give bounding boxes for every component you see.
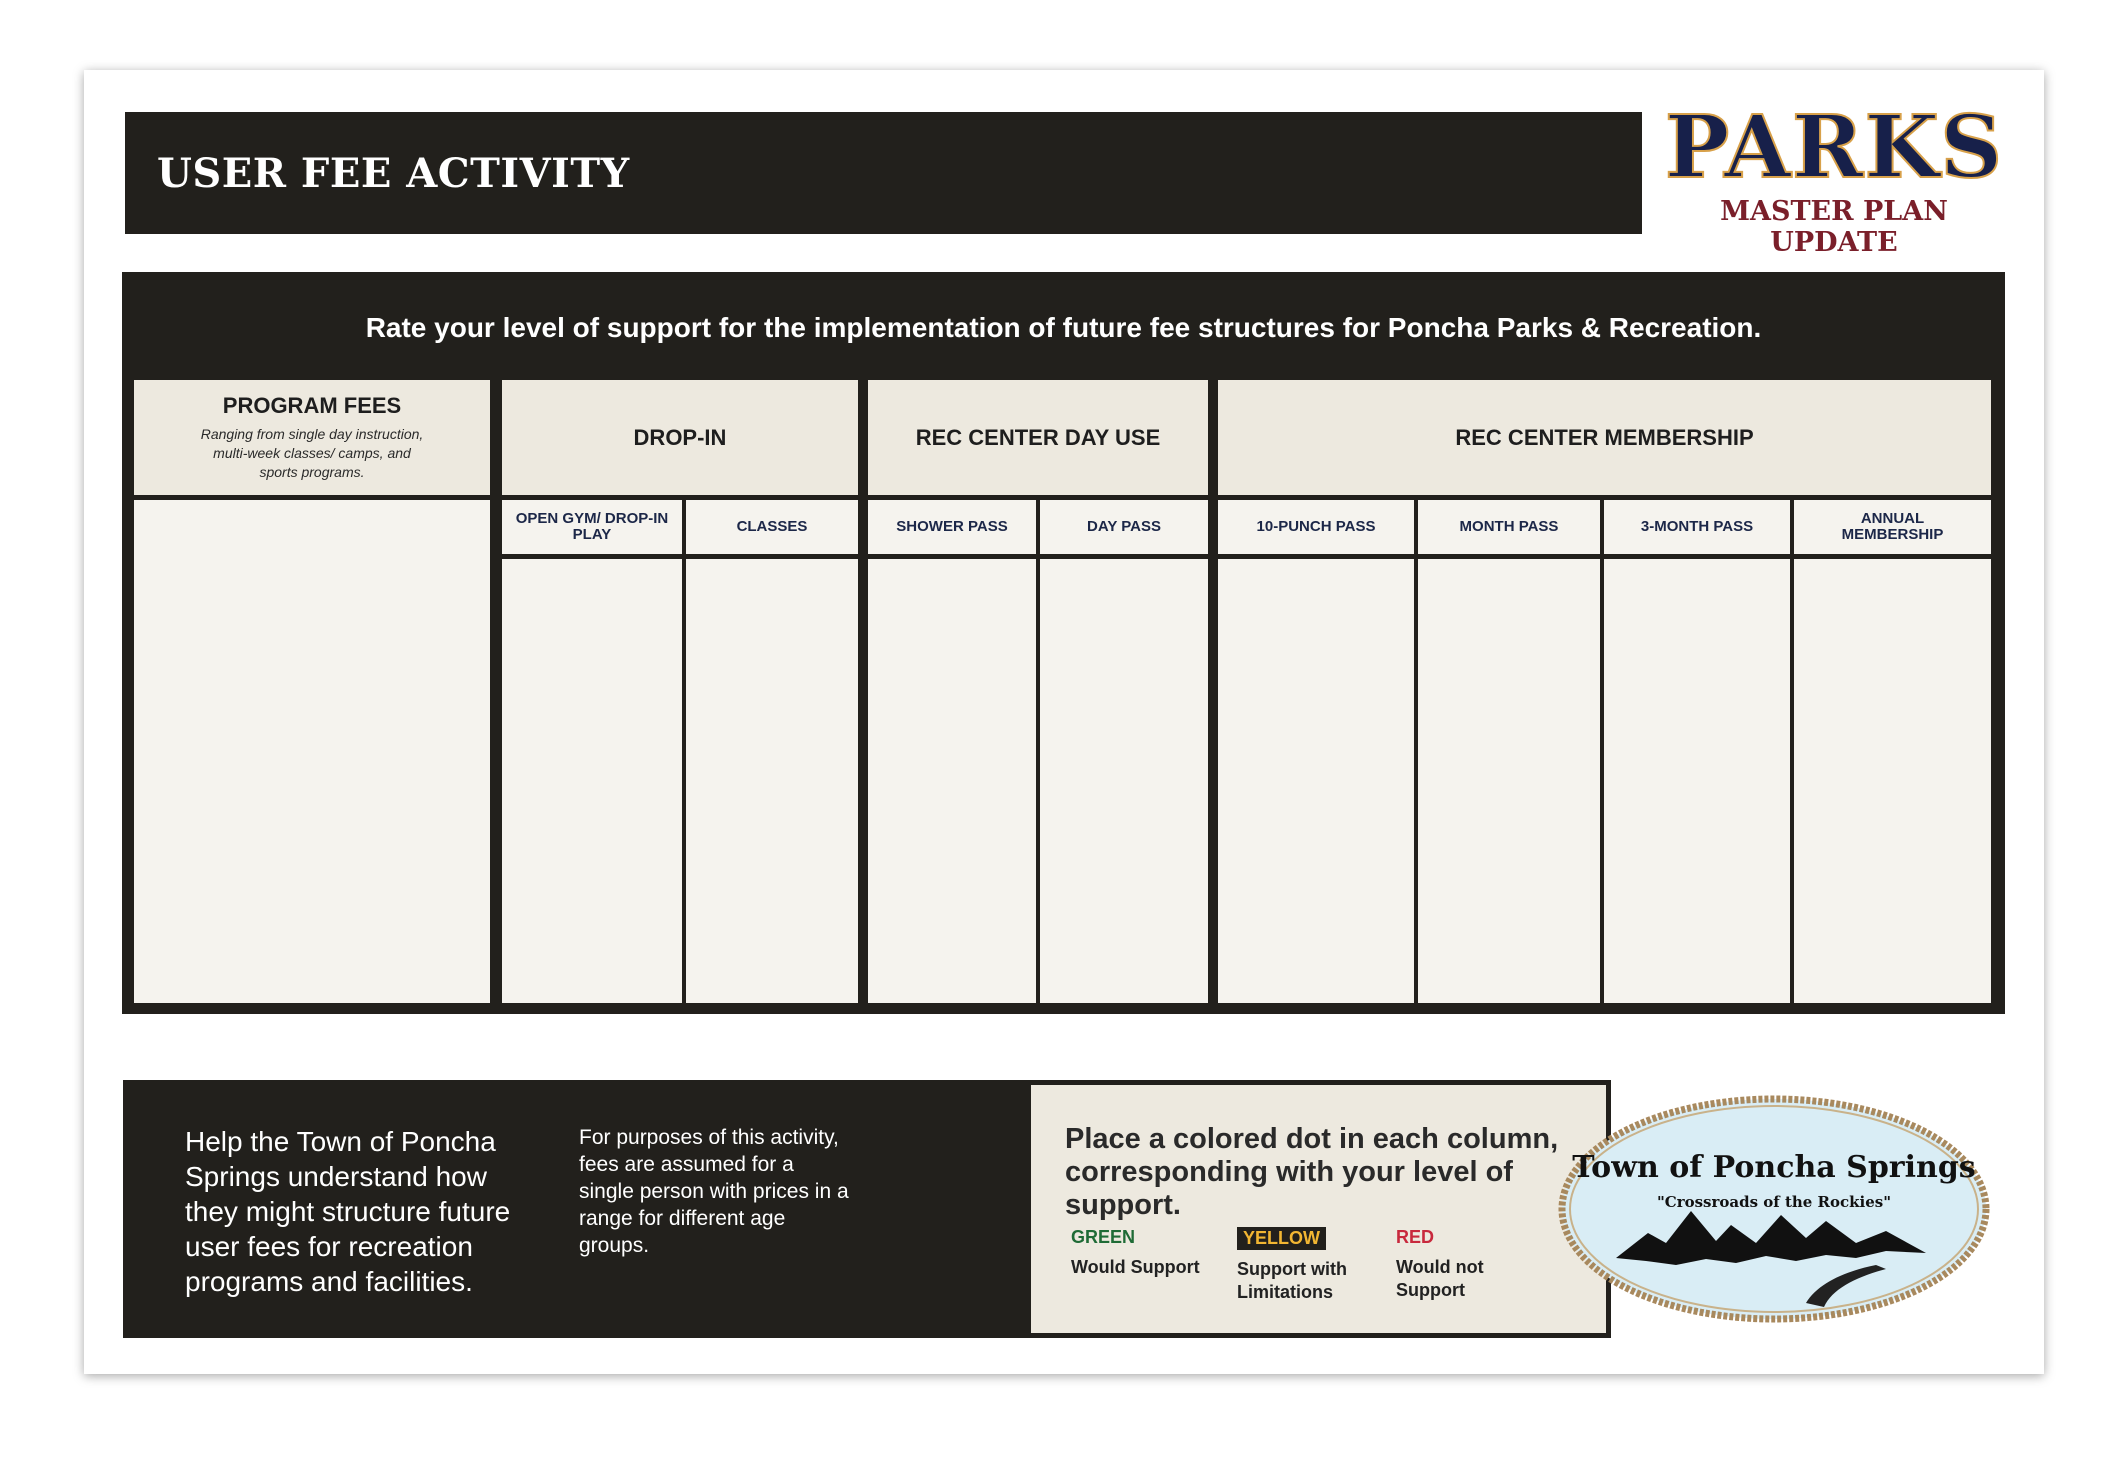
program-fees-column[interactable] bbox=[134, 500, 490, 1003]
legend-yellow-label: YELLOW bbox=[1237, 1227, 1326, 1250]
instructions-panel bbox=[123, 1080, 1611, 1338]
drop-in-header: DROP-IN bbox=[502, 380, 858, 495]
day-pass-subheader: DAY PASS bbox=[1040, 500, 1208, 554]
program-fees-subtitle: Ranging from single day instruction, multi-week classes/ camps, and sports programs. bbox=[200, 426, 424, 480]
help-text: Help the Town of Poncha Springs understand how they might structure future user fees for recreation programs and facilities. bbox=[185, 1126, 511, 1297]
annual-membership-subheader: ANNUAL MEMBERSHIP bbox=[1794, 500, 1991, 554]
shower-pass-subheader: SHOWER PASS bbox=[868, 500, 1036, 554]
fee-rating-table bbox=[122, 272, 2005, 1014]
parks-logo: PARKS bbox=[1664, 97, 2004, 198]
ten-punch-subheader: 10-PUNCH PASS bbox=[1218, 500, 1414, 554]
legend-yellow-desc: Support with Limitations bbox=[1237, 1259, 1347, 1302]
legend-red-desc: Would not Support bbox=[1396, 1257, 1484, 1300]
shower-pass-column[interactable] bbox=[868, 559, 1036, 1003]
legend-yellow bbox=[1237, 1227, 1367, 1304]
membership-header: REC CENTER MEMBERSHIP bbox=[1218, 380, 1991, 495]
day-use-header: REC CENTER DAY USE bbox=[868, 380, 1208, 495]
seal-title: Town of Poncha Springs bbox=[1572, 1150, 1976, 1185]
month-pass-subheader: MONTH PASS bbox=[1418, 500, 1600, 554]
open-gym-subheader: OPEN GYM/ DROP-IN PLAY bbox=[502, 500, 682, 554]
legend-green-label: GREEN bbox=[1071, 1227, 1136, 1247]
title-banner bbox=[125, 112, 1642, 234]
classes-subheader: CLASSES bbox=[686, 500, 858, 554]
legend-green-desc: Would Support bbox=[1071, 1257, 1200, 1277]
three-month-column[interactable] bbox=[1604, 559, 1790, 1003]
legend-red-label: RED bbox=[1396, 1227, 1435, 1247]
purpose-text: For purposes of this activity, fees are assumed for a single person with prices in a range for different age groups. bbox=[579, 1126, 849, 1257]
day-pass-column[interactable] bbox=[1040, 559, 1208, 1003]
dot-instructions-box bbox=[1031, 1085, 1606, 1333]
seal-tagline: "Crossroads of the Rockies" bbox=[1656, 1193, 1892, 1211]
legend-green bbox=[1071, 1227, 1211, 1279]
program-fees-header bbox=[134, 380, 490, 495]
table-prompt: Rate your level of support for the implementation of future fee structures for Poncha Parks & Recreation. bbox=[365, 312, 1762, 343]
three-month-subheader: 3-MONTH PASS bbox=[1604, 500, 1790, 554]
legend-red bbox=[1396, 1227, 1496, 1302]
dot-instruction: Place a colored dot in each column, corresponding with your level of support. bbox=[1065, 1123, 1559, 1221]
month-pass-column[interactable] bbox=[1418, 559, 1600, 1003]
open-gym-column[interactable] bbox=[502, 559, 682, 1003]
classes-column[interactable] bbox=[686, 559, 858, 1003]
annual-membership-column[interactable] bbox=[1794, 559, 1991, 1003]
parks-logo-subtitle: MASTER PLAN UPDATE bbox=[1720, 196, 1948, 258]
page-title: USER FEE ACTIVITY bbox=[157, 150, 630, 197]
ten-punch-column[interactable] bbox=[1218, 559, 1414, 1003]
program-fees-title: PROGRAM FEES bbox=[222, 393, 402, 418]
